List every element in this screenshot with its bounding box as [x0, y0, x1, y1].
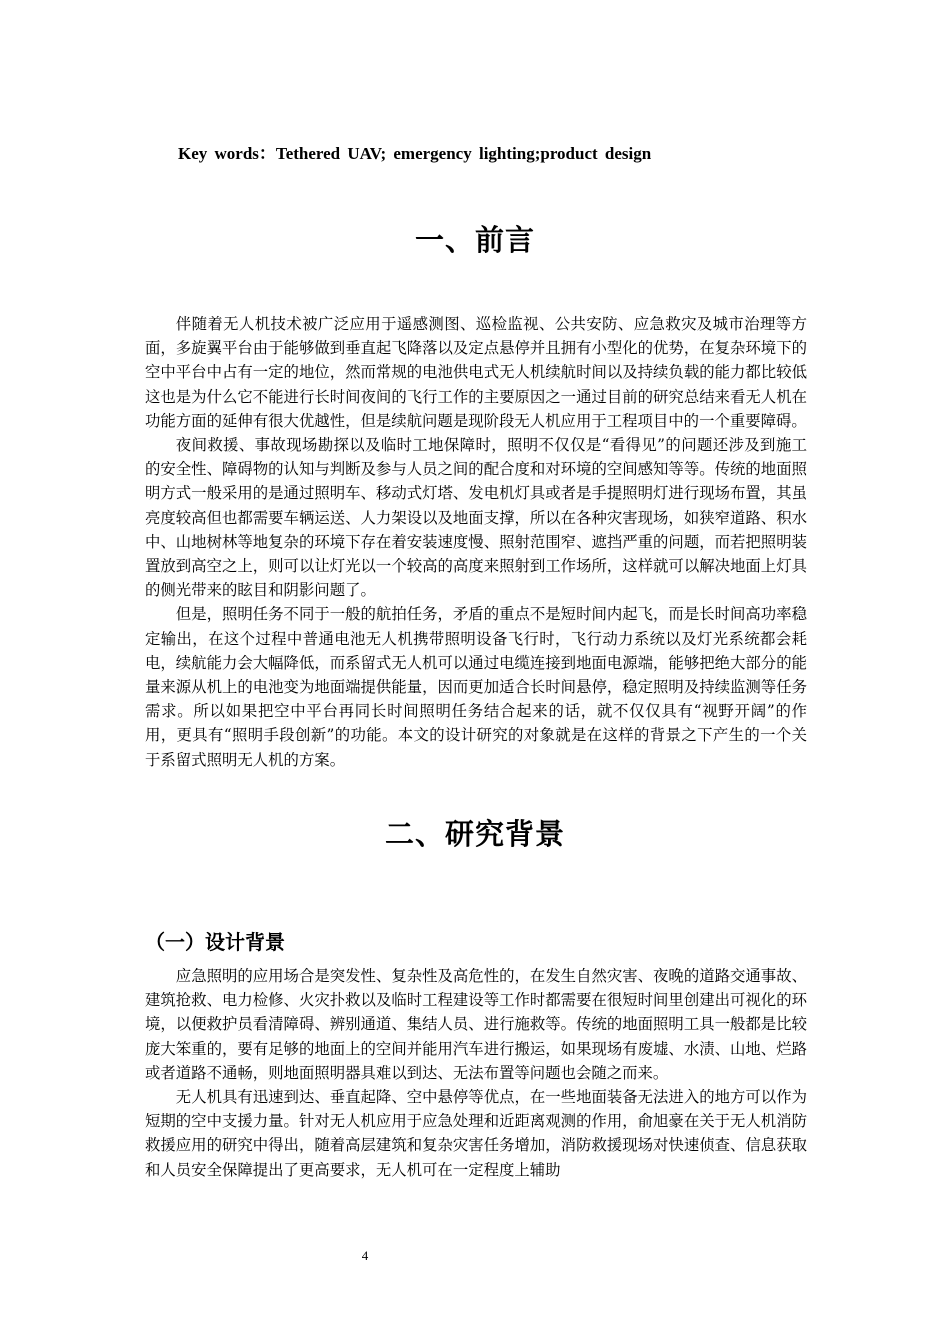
introduction-body — [145, 312, 807, 772]
page-number: 4 — [361, 1248, 369, 1263]
paragraph: 伴随着无人机技术被广泛应用于遥感测图、巡检监视、公共安防、应急救灾及城市治理等方面，多旋翼平台由于能够做到垂直起飞降落以及定点悬停并且拥有小型化的优势，在复杂环境下的空中平台中占有一定的地位，然而常规的电池供电式无人机续航时间以及持续负载的能力都比较低这也是为什么它不能进行长时间夜间的飞行工作的主要原因之一通过目前的研究总结来看无人机在功能方面的延伸有很大优越性，但是续航问题是现阶段无人机应用于工程项目中的一个重要障碍。 — [145, 315, 807, 430]
design-background-body — [145, 964, 807, 1182]
paragraph: 但是，照明任务不同于一般的航拍任务，矛盾的重点不是短时间内起飞，而是长时间高功率稳定输出，在这个过程中普通电池无人机携带照明设备飞行时，飞行动力系统以及灯光系统都会耗电，续航能力会大幅降低，而系留式无人机可以通过电缆连接到地面电源端，能够把绝大部分的能量来源从机上的电池变为地面端提供能量，因而更加适合长时间悬停，稳定照明及持续监测等任务需求。所以如果把空中平台再同长时间照明任务结合起来的话，就不仅仅具有“视野开阔”的作用，更具有“照明手段创新”的功能。本文的设计研究的对象就是在这样的背景之下产生的一个关于系留式照明无人机的方案。 — [145, 605, 807, 769]
subsection-heading-design-background: （一）设计背景 — [145, 930, 285, 954]
keywords-line: Key words：Tethered UAV; emergency lighting;product design — [178, 144, 652, 163]
section-heading-introduction: 一、前言 — [414, 223, 535, 257]
paragraph: 无人机具有迅速到达、垂直起降、空中悬停等优点，在一些地面装备无法进入的地方可以作为短期的空中支援力量。针对无人机应用于应急处理和近距离观测的作用，俞旭豪在关于无人机消防救援应用的研究中得出，随着高层建筑和复杂灾害任务增加，消防救援现场对快速侦查、信息获取和人员安全保障提出了更高要求，无人机可在一定程度上辅助 — [145, 1088, 807, 1179]
paragraph: 夜间救援、事故现场勘探以及临时工地保障时，照明不仅仅是“看得见”的问题还涉及到施工的安全性、障碍物的认知与判断及参与人员之间的配合度和对环境的空间感知等等。传统的地面照明方式一般采用的是通过照明车、移动式灯塔、发电机灯具或者是手提照明灯进行现场布置，其虽亮度较高但也都需要车辆运送、人力架设以及地面支撑，所以在各种灾害现场，如狭窄道路、积水中、山地树林等地复杂的环境下存在着安装速度慢、照射范围窄、遮挡严重的问题，而若把照明装置放到高空之上，则可以让灯光以一个较高的高度来照射到工作场所，这样就可以解决地面上灯具的侧光带来的眩目和阴影问题了。 — [145, 436, 807, 600]
section-heading-research-background: 二、研究背景 — [384, 817, 565, 851]
paragraph: 应急照明的应用场合是突发性、复杂性及高危性的，在发生自然灾害、夜晚的道路交通事故、建筑抢救、电力检修、火灾扑救以及临时工程建设等工作时都需要在很短时间里创建出可视化的环境，以便救护员看清障碍、辨别通道、集结人员、进行施救等。传统的地面照明工具一般都是比较庞大笨重的，要有足够的地面上的空间并能用汽车进行搬运，如果现场有废墟、水渍、山地、烂路或者道路不通畅，则地面照明器具难以到达、无法布置等问题也会随之而来。 — [145, 967, 807, 1082]
